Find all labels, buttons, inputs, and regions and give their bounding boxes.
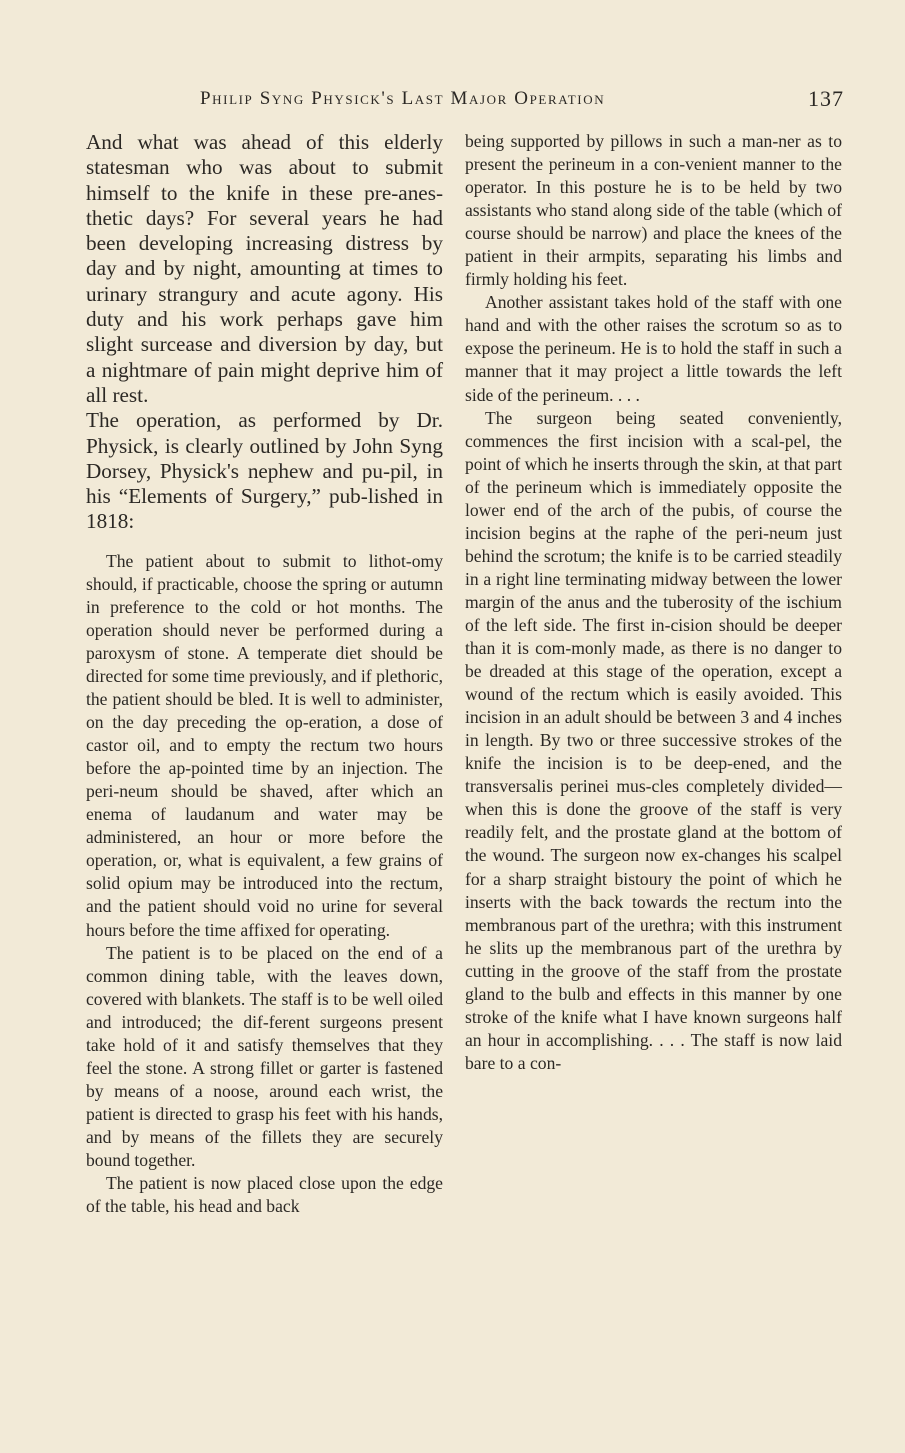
running-title: Philip Syng Physick's Last Major Operation [200,88,606,109]
quote-paragraph: Another assistant takes hold of the staff with one hand and with the other raises the scrotum so as to expose the perineum. He is to hold the staff in such a manner that it may project a little towards the left side of the perineum. . . . [465,292,842,405]
paragraph: The operation, as performed by Dr. Physick, is clearly outlined by John Syng Dorsey, Physick's nephew and pu-pil, in his “Elements of Surgery,” pub-lished in 1818: [86,408,443,534]
page-header [0,84,905,118]
quote-paragraph: The patient is to be placed on the end of a common dining table, with the leaves down, covered with blankets. The staff is to be well oiled and introduced; the dif-ferent surgeons present take hold of it and satisfy themselves that they feel the stone. A strong fillet or garter is fastened by means of a noose, around each wrist, the patient is directed to grasp his feet with his hands, and by means of the fillets they are securely bound together. [86,942,443,1170]
page-number: 137 [808,86,844,111]
quote-paragraph: being supported by pillows in such a man-ner as to present the perineum in a con-venient manner to the operator. In this posture he is to be held by two assistants who stand along side of the table (which of course should be narrow) and place the knees of the patient in their armpits, separating his limbs and firmly holding his feet. [465,131,842,290]
block-quote [86,550,443,1218]
right-column [465,130,842,1075]
intro-text [86,130,443,535]
paragraph: And what was ahead of this elderly statesman who was about to submit himself to the knife in these pre-anes-thetic days? For several years he had been developing increasing distress by day and by night, amounting at times to urinary strangury and acute agony. His duty and his work perhaps gave him slight surcease and diversion by day, but a nightmare of pain might deprive him of all rest. [86,130,443,407]
quote-paragraph: The patient is now placed close upon the edge of the table, his head and back [86,1173,443,1217]
left-column [86,130,443,1218]
quote-paragraph: The patient about to submit to lithot-omy should, if practicable, choose the spring or autumn in preference to the cold or hot months. The operation should never be performed during a paroxysm of stone. A temperate diet should be directed for some time previously, and if plethoric, the patient should be bled. It is well to administer, on the day preceding the op-eration, a dose of castor oil, and to empty the rectum two hours before the ap-pointed time by an injection. The peri-neum should be shaved, after which an enema of laudanum and water may be administered, an hour or more before the operation, or, what is equivalent, a few grains of solid opium may be introduced into the rectum, and the patient should void no urine for several hours before the time affixed for operating. [86,550,443,940]
quote-paragraph: The surgeon being seated conveniently, commences the first incision with a scal-pel, the point of which he inserts through the skin, at that part of the perineum which is immediately opposite the lower end of the arch of the pubis, of course the incision begins at the raphe of the peri-neum just behind the scrotum; the knife is to be carried steadily in a right line terminating midway between the lower margin of the anus and the tuberosity of the ischium of the left side. The first in-cision should be deeper than it is com-monly made, as there is no danger to be dreaded at this stage of the operation, except a wound of the rectum which is easily avoided. This incision in an adult should be between 3 and 4 inches in length. By two or three successive strokes of the knife the incision is to be deep-ened, and the transversalis perinei mus-cles completely divided—when this is done the groove of the staff is very readily felt, and the prostate gland at the bottom of the wound. The surgeon now ex-changes his scalpel for a sharp straight bistoury the point of which he inserts with the back towards the rectum into the membranous part of the urethra; with this instrument he slits up the membranous part of the urethra by cutting in the groove of the staff from the prostate gland to the bulb and effects in this manner by one stroke of the knife what I have known surgeons half an hour in accomplishing. . . . The staff is now laid bare to a con- [465,407,842,1073]
